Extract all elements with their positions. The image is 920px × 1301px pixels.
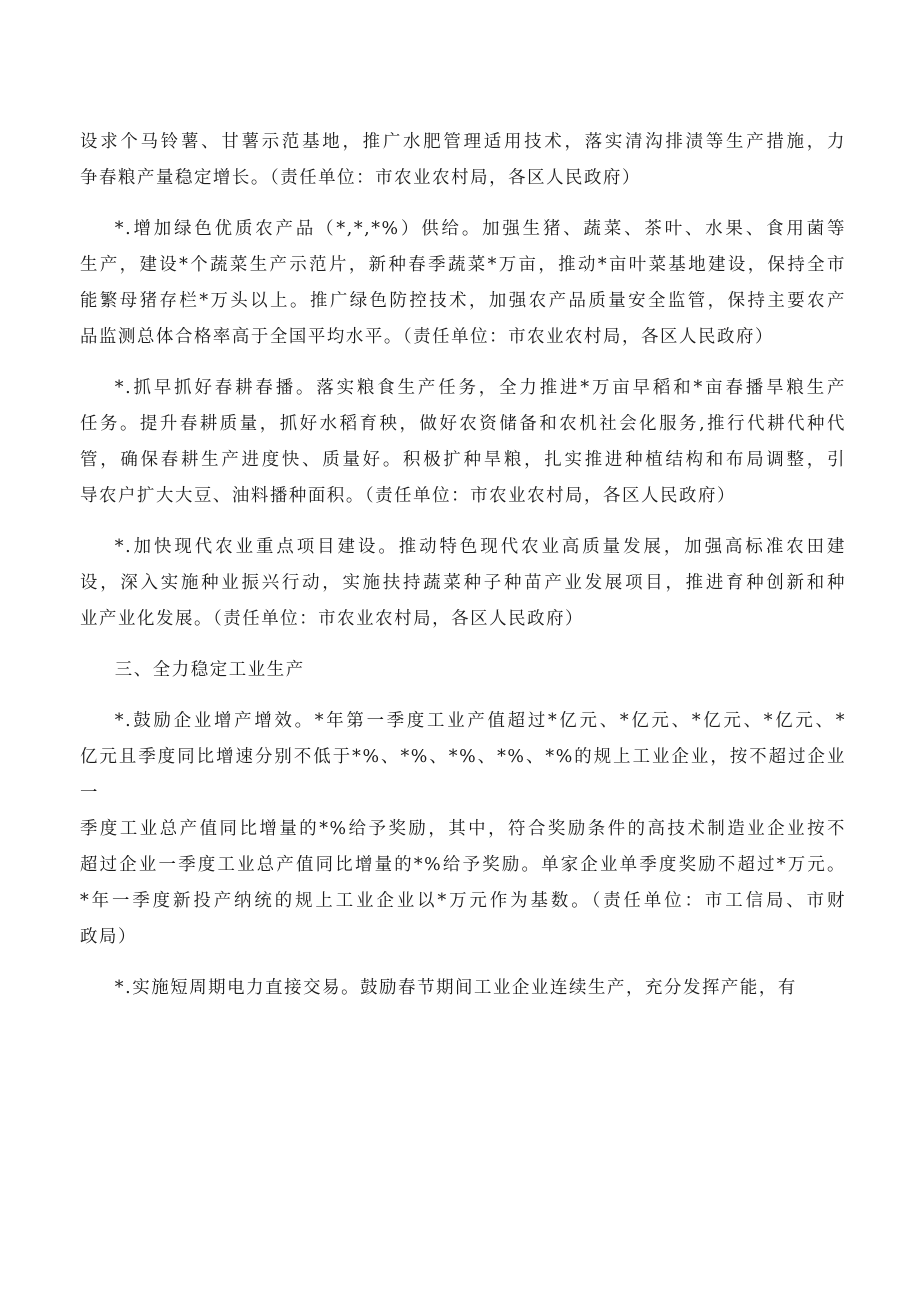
text-line: 任务。提升春耕质量，抓好水稻育秧，做好农资储备和农机社会化服务,推行代耕代种代 <box>80 414 846 434</box>
paragraph <box>80 652 846 688</box>
text-line: 超过企业一季度工业总产值同比增量的*%给予奖励。单家企业单季度奖励不超过*万元。 <box>80 855 846 875</box>
text-line: 三、全力稳定工业生产 <box>114 660 305 680</box>
text-line: *.实施短周期电力直接交易。鼓励春节期间工业企业连续生产，充分发挥产能，有 <box>114 978 797 998</box>
text-line: 生产，建设*个蔬菜生产示范片，新种春季蔬菜*万亩，推动*亩叶菜基地建设，保持全市 <box>80 255 846 275</box>
text-line: 能繁母猪存栏*万头以上。推广绿色防控技术，加强农产品质量安全监管，保持主要农产 <box>80 291 846 311</box>
text-line: 季度工业总产值同比增量的*%给予奖励，其中，符合奖励条件的高技术制造业企业按不 <box>80 819 846 839</box>
text-line: 业产业化发展。（责任单位：市农业农村局，各区人民政府） <box>80 609 585 629</box>
text-line: 设，深入实施种业振兴行动，实施扶持蔬菜种子种苗产业发展项目，推进育种创新和种 <box>80 573 846 593</box>
text-line: 品监测总体合格率高于全国平均水平。（责任单位：市农业农村局，各区人民政府） <box>80 327 774 347</box>
paragraph <box>80 124 846 196</box>
text-line: *年一季度新投产纳统的规上工业企业以*万元作为基数。（责任单位：市工信局、市财 <box>80 891 846 911</box>
paragraph <box>80 370 846 514</box>
text-line: *.加快现代农业重点项目建设。推动特色现代农业高质量发展，加强高标准农田建 <box>114 537 846 557</box>
text-line: 管，确保春耕生产进度快、质量好。积极扩种旱粮，扎实推进种植结构和布局调整，引 <box>80 450 846 470</box>
text-line: 政局） <box>80 927 137 947</box>
text-line: *.增加绿色优质农产品（*,*,*%）供给。加强生猪、蔬菜、茶叶、水果、食用菌等 <box>114 219 846 239</box>
paragraph <box>80 211 846 355</box>
text-line: *.抓早抓好春耕春播。落实粮食生产任务，全力推进*万亩早稻和*亩春播旱粮生产 <box>114 378 846 398</box>
text-line: 亿元且季度同比增速分别不低于*%、*%、*%、*%、*%的规上工业企业，按不超过企业一 <box>80 747 846 803</box>
text-line: 导农户扩大大豆、油料播种面积。（责任单位：市农业农村局，各区人民政府） <box>80 486 736 506</box>
paragraph <box>80 703 846 955</box>
text-line: 设求个马铃薯、甘薯示范基地，推广水肥管理适用技术，落实清沟排渍等生产措施，力 <box>80 132 846 152</box>
document-page <box>80 124 846 1006</box>
text-line: 争春粮产量稳定增长。（责任单位：市农业农村局，各区人民政府） <box>80 168 642 188</box>
text-line: *.鼓励企业增产增效。*年第一季度工业产值超过*亿元、*亿元、*亿元、*亿元、* <box>114 711 846 731</box>
paragraph <box>80 529 846 637</box>
paragraph <box>80 970 846 1006</box>
